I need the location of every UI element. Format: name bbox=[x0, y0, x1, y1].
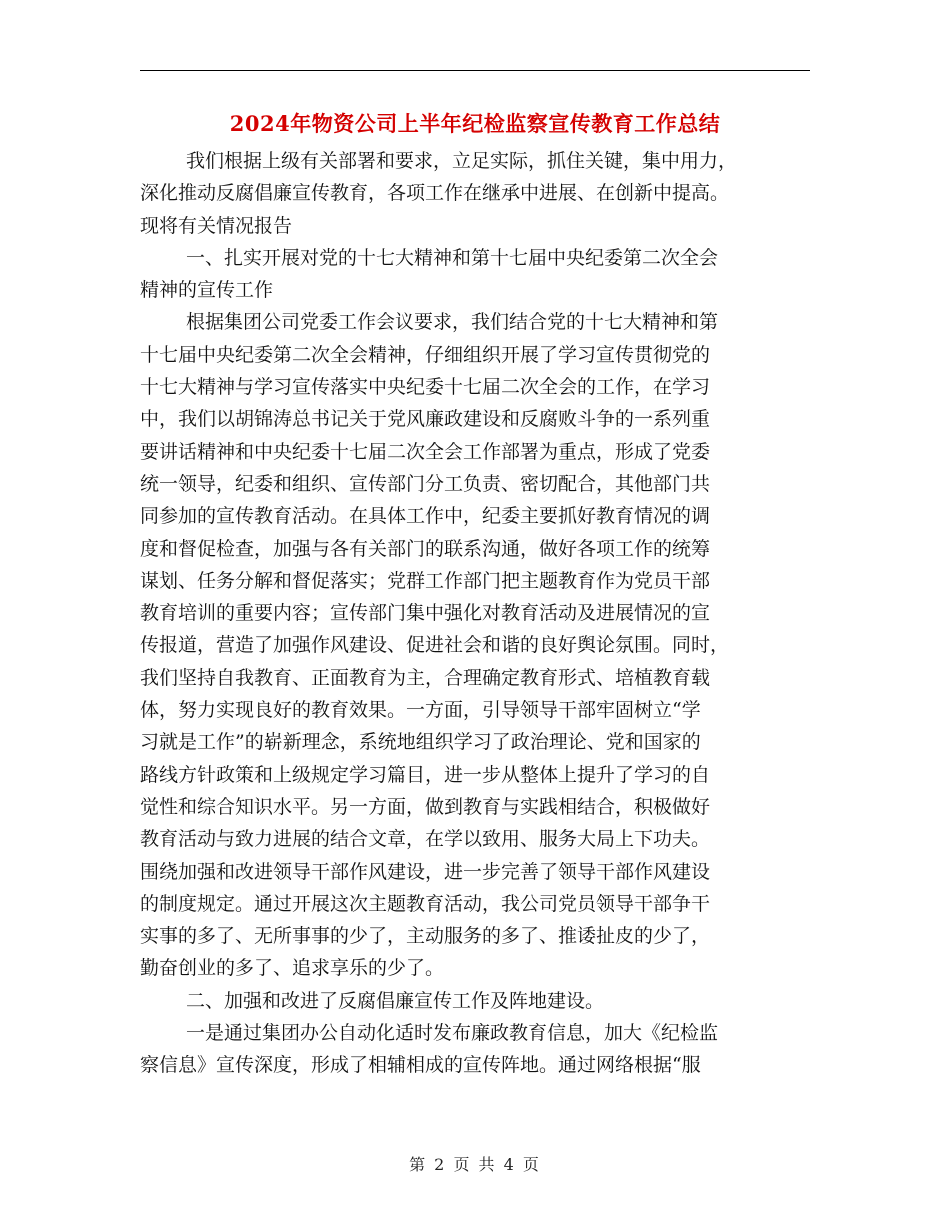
text-line: 同参加的宣传教育活动。在具体工作中，纪委主要抓好教育情况的调 bbox=[140, 505, 711, 528]
text-line: 勤奋创业的多了、追求享乐的少了。 bbox=[140, 957, 445, 980]
text-line: 我们根据上级有关部署和要求，立足实际，抓住关键，集中用力， bbox=[186, 150, 738, 172]
text-line: 察信息》宣传深度，形成了相辅相成的宣传阵地。通过网络根据“服 bbox=[140, 1054, 701, 1077]
text-line: 度和督促检查，加强与各有关部门的联系沟通，做好各项工作的统筹 bbox=[140, 537, 711, 560]
text-line: 精神的宣传工作 bbox=[140, 279, 274, 302]
text-line: 十七大精神与学习宣传落实中央纪委十七届二次全会的工作，在学习 bbox=[140, 376, 711, 399]
text-line: 习就是工作”的崭新理念，系统地组织学习了政治理论、党和国家的 bbox=[140, 731, 701, 754]
text-line: 我们坚持自我教育、正面教育为主，合理确定教育形式、培植教育载 bbox=[140, 666, 711, 689]
text-line: 体，努力实现良好的教育效果。一方面，引导领导干部牢固树立“学 bbox=[140, 699, 701, 722]
document-body bbox=[140, 145, 810, 1082]
text-line: 传报道，营造了加强作风建设、促进社会和谐的良好舆论氛围。同时， bbox=[140, 634, 730, 657]
text-line: 中，我们以胡锦涛总书记关于党风廉政建设和反腐败斗争的一系列重 bbox=[140, 408, 711, 431]
text-line: 统一领导，纪委和组织、宣传部门分工负责、密切配合，其他部门共 bbox=[140, 472, 711, 495]
text-line: 觉性和综合知识水平。另一方面，做到教育与实践相结合，积极做好 bbox=[140, 795, 711, 818]
text-line: 的制度规定。通过开展这次主题教育活动，我公司党员领导干部争干 bbox=[140, 892, 711, 915]
text-line: 实事的多了、无所事事的少了，主动服务的多了、推诿扯皮的少了， bbox=[140, 925, 711, 948]
text-line: 根据集团公司党委工作会议要求，我们结合党的十七大精神和第 bbox=[186, 311, 719, 334]
header-rule bbox=[140, 70, 810, 71]
text-line: 要讲话精神和中央纪委十七届二次全会工作部署为重点，形成了党委 bbox=[140, 440, 711, 463]
text-line: 一是通过集团办公自动化适时发布廉政教育信息，加大《纪检监 bbox=[186, 1022, 719, 1045]
text-line: 十七届中央纪委第二次全会精神，仔细组织开展了学习宣传贯彻党的 bbox=[140, 343, 711, 366]
text-line: 教育培训的重要内容；宣传部门集中强化对教育活动及进展情况的宣 bbox=[140, 602, 711, 625]
text-line: 谋划、任务分解和督促落实；党群工作部门把主题教育作为党员干部 bbox=[140, 569, 711, 592]
text-line: 教育活动与致力进展的结合文章，在学以致用、服务大局上下功夫。 bbox=[140, 828, 711, 851]
page-number: 第 2 页 共 4 页 bbox=[409, 1155, 541, 1174]
text-line: 围绕加强和改进领导干部作风建设，进一步完善了领导干部作风建设 bbox=[140, 860, 711, 883]
text-line: 一、扎实开展对党的十七大精神和第十七届中央纪委第二次全会 bbox=[186, 246, 719, 269]
text-line: 深化推动反腐倡廉宣传教育，各项工作在继承中进展、在创新中提高。 bbox=[140, 182, 730, 205]
document-title: 2024年物资公司上半年纪检监察宣传教育工作总结 bbox=[229, 111, 721, 136]
text-line: 路线方针政策和上级规定学习篇目，进一步从整体上提升了学习的自 bbox=[140, 763, 711, 786]
text-line: 现将有关情况报告 bbox=[140, 214, 293, 237]
text-line: 二、加强和改进了反腐倡廉宣传工作及阵地建设。 bbox=[186, 989, 605, 1012]
